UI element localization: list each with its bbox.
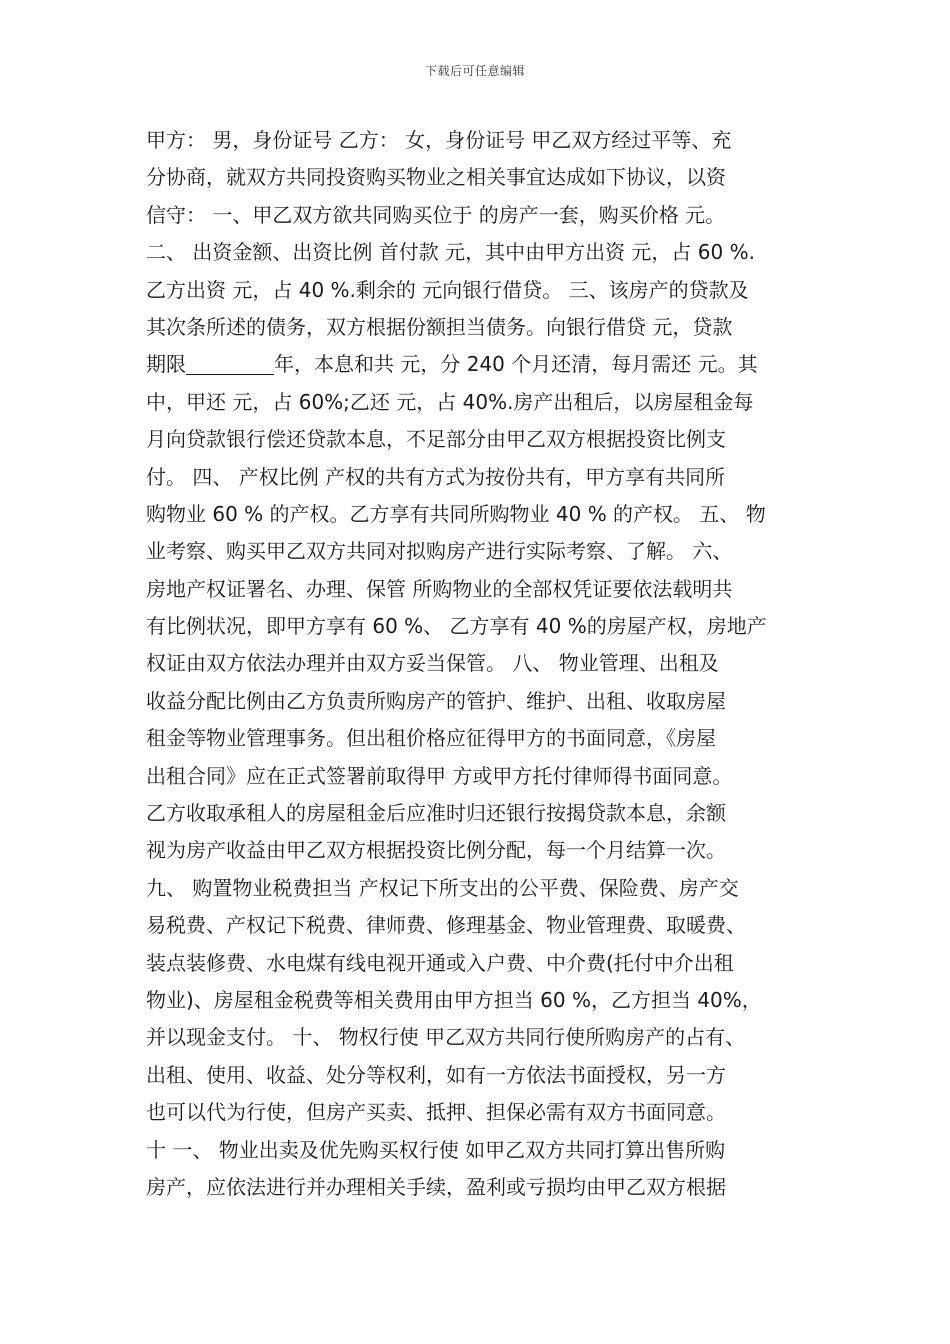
text-line: 权证由双方依法办理并由双方妥当保管。 八、 物业管理、出租及 xyxy=(146,651,719,676)
text-line: 二、 出资金额、出资比例 首付款 元，其中由甲方出资 元，占 60 %. xyxy=(146,240,755,265)
text-line: 租金等物业管理事务。但出租价格应征得甲方的书面同意，《房屋 xyxy=(146,726,716,751)
page-header: 下载后可任意编辑 xyxy=(424,64,525,78)
text-line: 出租、使用、收益、处分等权利，如有一方依法书面授权，另一方 xyxy=(146,1062,726,1087)
text-line: 月向贷款银行偿还贷款本息，不足部分由甲乙双方根据投资比例支 xyxy=(146,427,726,452)
text-line: 出租合同》应在正式签署前取得甲 方或甲方托付律师得书面同意。 xyxy=(146,763,733,788)
text-line: 并以现金支付。 十、 物权行使 甲乙双方共同行使所购房产的占有、 xyxy=(146,1025,746,1050)
text-line: 有比例状况，即甲方享有 60 %、 乙方享有 40 %的房屋产权，房地产 xyxy=(146,614,767,639)
text-line: 九、 购置物业税费担当 产权记下所支出的公平费、保险费、房产交 xyxy=(146,875,739,900)
fill-in-blank xyxy=(186,352,274,375)
text-line: 收益分配比例由乙方负责所购房产的管护、维护、出租、收取房屋 xyxy=(146,688,726,713)
text-line: 付。 四、 产权比例 产权的共有方式为按份共有，甲方享有共同所 xyxy=(146,464,726,489)
text-line: 分协商，就双方共同投资购买物业之相关事宜达成如下协议，以资 xyxy=(146,165,726,190)
text-line: 物业)、房屋租金税费等相关费用由甲方担当 60 %，乙方担当 40%， xyxy=(146,987,762,1012)
text-line: 甲方： 男，身份证号 乙方： 女，身份证号 甲乙双方经过平等、充 xyxy=(146,128,732,152)
text-line: 装点装修费、水电煤有线电视开通或入户费、中介费(托付中介出租 xyxy=(146,950,734,975)
text-line: 乙方收取承租人的房屋租金后应准时归还银行按揭贷款本息，余额 xyxy=(146,801,726,826)
text-line: 其次条所述的债务，双方根据份额担当债务。向银行借贷 元，贷款 xyxy=(146,314,733,339)
text-line: 购物业 60 % 的产权。乙方享有共同所购物业 40 % 的产权。 五、 物 xyxy=(146,501,766,526)
text-line: 易税费、产权记下税费、律师费、修理基金、物业管理费、取暖费、 xyxy=(146,913,746,938)
text-line: 房地产权证署名、办理、保管 所购物业的全部权凭证要依法载明共 xyxy=(146,576,733,601)
text-segment: 期限 xyxy=(146,352,186,377)
text-line: 乙方出资 元，占 40 %.剩余的 元向银行借贷。 三、该房产的贷款及 xyxy=(146,277,749,302)
text-line: 房产，应依法进行并办理相关手续，盈利或亏损均由甲乙双方根据 xyxy=(146,1174,726,1199)
text-line: 也可以代为行使，但房产买卖、抵押、担保必需有双方书面同意。 xyxy=(146,1100,726,1125)
text-line: 业考察、购买甲乙双方共同对拟购房产进行实际考察、了解。 六、 xyxy=(146,539,733,564)
text-line: 视为房产收益由甲乙双方根据投资比例分配，每一个月结算一次。 xyxy=(146,838,726,863)
text-line-with-blank xyxy=(146,346,816,383)
text-segment: 年，本息和共 元，分 240 个月还清，每月需还 元。其 xyxy=(274,352,758,377)
text-line: 中，甲还 元，占 60%;乙还 元，占 40%.房产出租后，以房屋租金每 xyxy=(146,389,754,414)
text-line: 信守： 一、甲乙双方欲共同购买位于 的房产一套，购买价格 元。 xyxy=(146,202,726,227)
contract-body xyxy=(146,122,816,1206)
text-line: 十 一、 物业出卖及优先购买权行使 如甲乙双方共同打算出售所购 xyxy=(146,1137,726,1162)
